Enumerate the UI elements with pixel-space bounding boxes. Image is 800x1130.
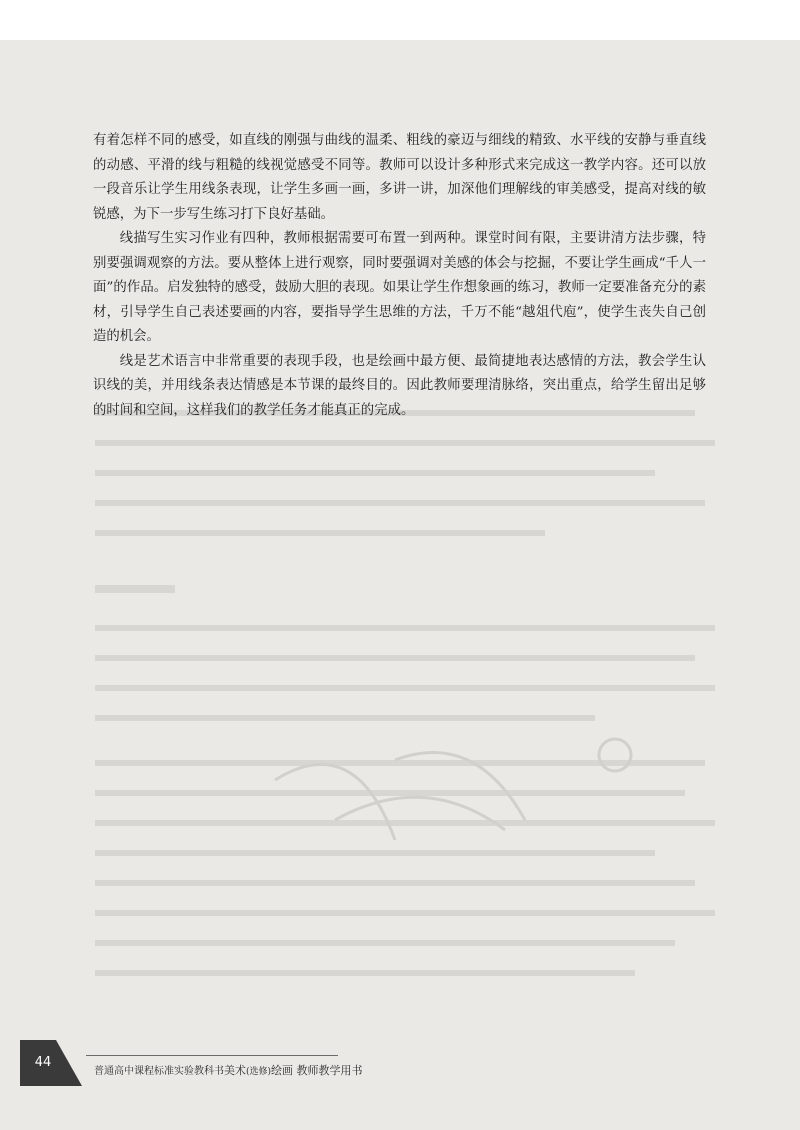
paragraph-2: 线描写生实习作业有四种，教师根据需要可布置一到两种。课堂时间有限，主要讲清方法步骤，特别要强调观察的方法。要从整体上进行观察，同时要强调对美感的体会与挖掘，不要让学生画成“千人一面”的作品。启发独特的感受，鼓励大胆的表现。如果让学生作想象画的练习，教师一定要准备充分的素材，引导学生自己表述要画的内容，要指导学生思维的方法，千万不能“越俎代庖”，使学生丧失自己创造的机会。 xyxy=(93,231,706,344)
book-page xyxy=(0,40,800,1130)
footer-book-title xyxy=(94,1062,363,1078)
paragraph-1: 有着怎样不同的感受，如直线的刚强与曲线的温柔、粗线的豪迈与细线的精致、水平线的安静与垂直线的动感、平滑的线与粗糙的线视觉感受不同等。教师可以设计多种形式来完成这一教学内容。还可以放一段音乐让学生用线条表现，让学生多画一画，多讲一讲，加深他们理解线的审美感受，提高对线的敏锐感，为下一步写生练习打下良好基础。 xyxy=(93,133,706,222)
book-subject: 美术 xyxy=(224,1064,246,1077)
book-edition: (选修) xyxy=(246,1067,272,1077)
page-number: 44 xyxy=(34,1055,52,1070)
paragraph-3: 线是艺术语言中非常重要的表现手段，也是绘画中最方便、最简捷地表达感情的方法，教会学生认识线的美，并用线条表达情感是本节课的最终目的。因此教师要理清脉络，突出重点，给学生留出足够的时间和空间，这样我们的教学任务才能真正的完成。 xyxy=(93,353,706,418)
book-title-prefix: 普通高中课程标准实验教科书 xyxy=(94,1066,224,1077)
body-text xyxy=(93,129,706,423)
footer-divider xyxy=(86,1055,338,1056)
book-title-suffix: 绘画 教师教学用书 xyxy=(271,1064,363,1077)
bleed-through-texture xyxy=(95,400,735,1000)
